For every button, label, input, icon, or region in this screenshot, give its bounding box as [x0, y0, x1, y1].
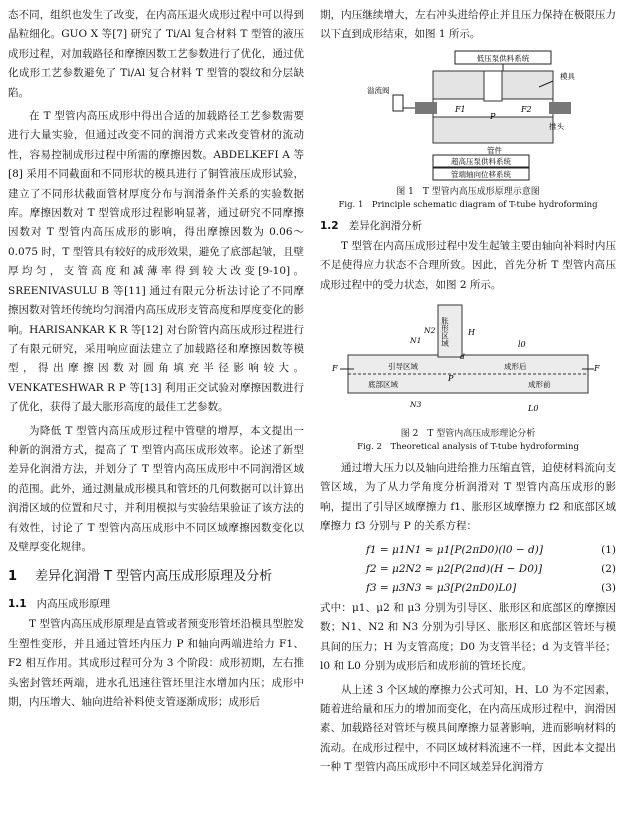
f1-label: F1 [455, 104, 466, 114]
section-heading [8, 567, 304, 587]
equation-body: f1 = μ1N1 ≈ μ1[P(2πD0)(l0 − d)] [366, 543, 543, 556]
subsection-heading [8, 595, 304, 613]
paragraph: 在 T 型管内高压成形中得出合适的加载路径工艺参数需要进行大量实验，但通过改变不同的润滑方式来改变管材的流动性，容易控制成形过程中所需的摩擦因数。ABDELKEFI A 等[8] 采用不同截面和不同形状的模具进行了铜管液压成形试验，建立了不同形状截面管材厚度分布与润滑条件关系的实验数据库。摩擦因数对 T 型管成形过程影响显著，通过研究不同摩擦因数对 T 型管内高压成形的影响，得出摩擦因数为 0.06～0.075 时，T 型管具有较好的成形效果，避免了底部起皱，且壁厚均匀，支管高度和减薄率得到较大改变[9-10]。SREENIVASULU B 等[11] 通过有限元分析法讨论了不同摩擦因数对管坯传统均匀润滑内高压成形支管高度和厚度变化的影响。HARISANKAR K R 等[12] 对台阶管内高压成形过程进行了有限元研究，采用响应面法建立了加载路径和摩擦因数等模型，得出摩擦因数对圆角填充半径影响较大。VENKATESHWAR R P 等[13] 利用正交试验对摩擦因数进行了优化，获得了最大胀形高度的最佳工艺参数。 [8, 110, 304, 414]
figure-2 [320, 299, 616, 453]
figure-caption-en: Fig. 1 Principle schematic diagram of T-tube hydroforming [338, 199, 598, 210]
subsection-title: 内高压成形原理 [36, 598, 111, 611]
paragraph: 为降低 T 型管内高压成形过程中管壁的增厚，本文提出一种新的润滑方式，提高了 T 型管内高压成形效率。论述了新型差异化润滑方法，并划分了 T 型管内高压成形中不同润滑区域的范围。此外，通过测量成形模具和管坯的几何数据可以计算出润滑区域的位置和尺寸，并利用模拟与实验结果验证了该方法的有效性，讨论了 T 型管内高压成形中不同区域摩擦因数变化以及壁厚变化规律。 [8, 424, 304, 553]
branch-cavity [484, 71, 502, 101]
l0-label: l0 [518, 340, 526, 350]
equation-1 [320, 541, 616, 560]
equation-body: f3 = μ3N3 ≈ μ3[P(2πD0)L0] [366, 582, 517, 595]
paragraph: 式中：μ1、μ2 和 μ3 分别为引导区、胀形区和底部区的摩擦因数；N1、N2 和 N3 分别为引导区、胀形区和底部区管坯与模具间的压力；H 为支管高度；D0 为支管半径；d 为支管半径；l0 和 L0 分别为成形后和成形前的管坯长度。 [320, 601, 616, 673]
equation-number: (2) [601, 563, 616, 576]
part-label: 管件 [487, 145, 502, 155]
right-column [320, 6, 616, 782]
paragraph: 通过增大压力以及轴向进给推力压缩直管，迫使材料流向支管区域，为了从力学角度分析润滑对 T 型管内高压成形的影响，提出了引导区域摩擦力 f1、胀形区域摩擦力 f2 和底部区域摩擦力 f3 分别与 P 的关系方程： [320, 462, 616, 533]
figure-1 [320, 49, 616, 211]
mold-label: 模具 [560, 71, 575, 81]
theoretical-analysis-diagram [328, 299, 608, 423]
bulge-zone-label: 胀形区域 [440, 317, 450, 348]
subsection-number: 1.1 [8, 598, 27, 611]
paragraph: 期，内压继续增大，左右冲头进给停止并且压力保持在极限压力以下直到成形结束，如图 1 所示。 [320, 9, 616, 41]
force-left-label: F [332, 364, 338, 374]
n1-label: N1 [410, 336, 422, 346]
f2-label: F2 [521, 104, 532, 114]
low-pressure-label: 低压泵供料系统 [476, 53, 530, 63]
n3-label: N3 [410, 400, 422, 410]
overflow-valve [393, 95, 403, 111]
guide-zone-label: 引导区域 [388, 362, 418, 372]
left-column [8, 6, 304, 716]
hydroforming-schematic [363, 49, 573, 181]
paragraph: T 型管在内高压成形过程中发生起皱主要由轴向补料时内压不足使得应力状态不合理所致。因此，首先分析 T 型管内高压成形过程中的受力状态，如图 2 所示。 [320, 239, 616, 291]
axial-system-label: 管端轴向位移系统 [451, 169, 511, 179]
subsection-title: 差异化润滑分析 [348, 219, 423, 232]
after-form-label: 成形后 [504, 362, 527, 372]
paragraph: 从上述 3 个区域的摩擦力公式可知，H、L0 为不定因素，随着进给量和压力的增加而变化，在内高压成形过程中，润滑因素、加载路径对管坯与模具间摩擦力显著影响，进而影响材料的流动。在成形过程中，不同区域材料流速不一样，因此本文提出一种 T 型管内高压成形中不同区域差异化润滑方 [320, 683, 616, 774]
punch-label: 推头 [549, 121, 564, 131]
bottom-zone-label: 底部区域 [368, 380, 398, 390]
figure-caption-zh: 图 2 T 型管内高压成形理论分析 [400, 429, 536, 440]
n2-label: N2 [424, 326, 436, 336]
equation-2 [320, 560, 616, 579]
pressure-label: P [448, 374, 454, 384]
subsection-number: 1.2 [320, 219, 339, 232]
left-punch [415, 102, 437, 114]
paragraph: T 型管内高压成形原理是直管或者预变形管坯沿模具型腔发生塑性变形，并且通过管坯内压力 P 和轴向两端进给力 F1、F2 相互作用。其成形过程可分为 3 个阶段：成形初期，左右推头密封管坯两端，进水孔迅速往管坯里注水增加内压；成形中期，内压增大、轴向进给补料使支管逐渐成形；成形后 [8, 618, 304, 708]
pressure-label: P [490, 111, 496, 121]
figure-caption-zh: 图 1 T 型管内高压成形原理示意图 [396, 186, 540, 197]
overflow-valve-label: 溢流阀 [367, 85, 390, 95]
L0-label: L0 [528, 404, 539, 414]
right-punch [549, 102, 571, 114]
d-label: d [460, 352, 465, 362]
height-label: H [468, 328, 475, 338]
subsection-heading [320, 217, 616, 235]
force-right-label: F [594, 364, 600, 374]
equation-number: (3) [601, 582, 616, 595]
section-number: 1 [8, 569, 18, 585]
high-pressure-label: 超高压泵供料系统 [451, 156, 511, 166]
section-title: 差异化润滑 T 型管内高压成形原理及分析 [35, 569, 273, 585]
equation-3 [320, 579, 616, 598]
figure-caption-en: Fig. 2 Theoretical analysis of T-tube hydroforming [357, 442, 579, 453]
before-form-label: 成形前 [528, 380, 551, 390]
paragraph: 态不同，组织也发生了改变，在内高压退火成形过程中可以得到晶粒细化。GUO X 等[7] 研究了 Ti/Al 复合材料 T 型管的液压成形过程，对加载路径和摩擦因数工艺参数进行了优化，通过优化成形工艺参数避免了 Ti/Al 复合材料 T 型管的裂纹和分层缺陷。 [8, 9, 304, 99]
equation-number: (1) [601, 543, 616, 556]
equation-body: f2 = μ2N2 ≈ μ2[P(2πd)(H − D0)] [366, 563, 543, 576]
